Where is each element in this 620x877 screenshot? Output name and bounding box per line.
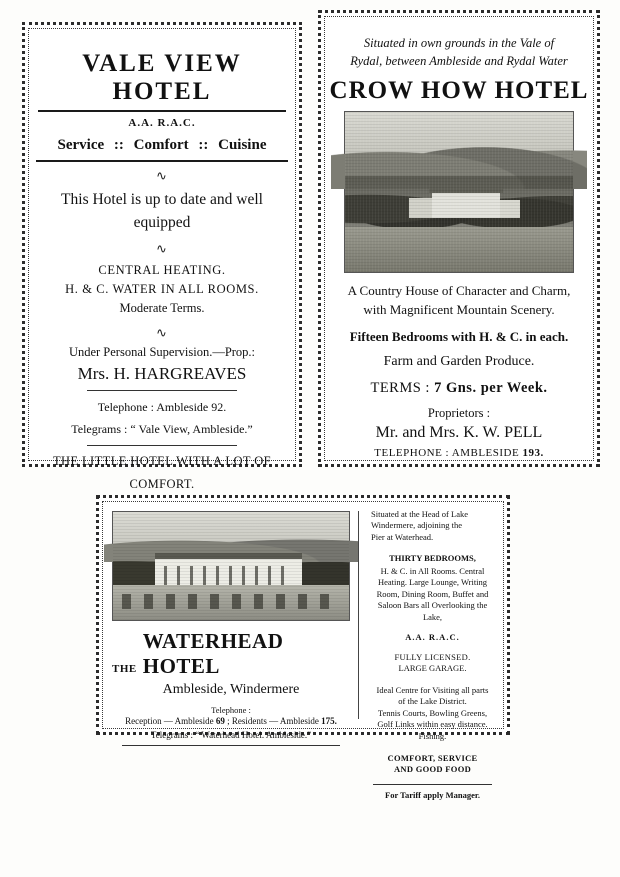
waterhead-rooms-body	[369, 566, 496, 623]
waterhead-comfort-line-2: AND GOOD FOOD	[393, 764, 472, 775]
crow-how-caption-line-2: with Magnificent Mountain Scenery.	[363, 302, 555, 318]
terms-value: 7 Gns. per Week.	[434, 379, 548, 396]
reception-label: Reception — Ambleside	[125, 716, 214, 726]
crow-how-title: CROW HOW HOTEL	[329, 77, 589, 105]
waterhead-left-column	[106, 505, 356, 740]
waterhead-title-line	[112, 629, 350, 679]
vale-view-title: VALE VIEW HOTEL	[38, 50, 286, 112]
waterhead-tariff: For Tariff apply Manager.	[385, 789, 480, 800]
ad-crow-how-hotel	[318, 10, 600, 467]
waterhead-subtitle: Ambleside, Windermere	[162, 682, 300, 697]
waterhead-garage: LARGE GARAGE.	[398, 663, 467, 674]
situated-line-2: Windermere, adjoining the	[371, 520, 463, 531]
ad-vale-view-hotel	[22, 22, 302, 492]
crow-how-caption-line-1: A Country House of Character and Charm,	[347, 283, 571, 299]
waterhead-ideal-centre	[369, 685, 496, 742]
cuisine-word: Cuisine	[218, 137, 267, 153]
vale-view-telegrams: Telegrams : “ Vale View, Ambleside.”	[71, 422, 253, 437]
vale-view-footer-line-1: THE LITTLE HOTEL WITH A LOT OF	[53, 454, 271, 469]
crow-how-situated-line-1: Situated in own grounds in the Vale of	[363, 36, 555, 50]
waterhead-right-column	[363, 505, 500, 800]
waterhead-bottom-rule	[122, 745, 340, 746]
vale-view-telephone: Telephone : Ambleside 92.	[97, 399, 227, 414]
comfort-word: Comfort	[133, 137, 189, 153]
service-word: Service	[57, 137, 105, 153]
vale-view-footer-line-2: COMFORT.	[129, 477, 195, 492]
telephone-label: TELEPHONE : AMBLESIDE	[374, 446, 520, 459]
waterhead-title: WATERHEAD HOTEL	[142, 629, 284, 678]
waterhead-telegrams: Telegrams : “ Waterhead Hotel. Ambleside.”	[150, 729, 312, 740]
feature-hot-cold-water: H. & C. WATER IN ALL ROOMS.	[65, 281, 259, 296]
telephone-number: 193.	[522, 446, 544, 459]
ideal-line-3: Tennis Courts, Bowling Greens,	[377, 707, 488, 718]
rule-divider-2	[87, 445, 238, 446]
ad-waterhead-hotel	[96, 495, 510, 800]
waterhead-licensed: FULLY LICENSED.	[394, 651, 471, 662]
waterhead-right-rule	[373, 784, 492, 785]
waterhead-situated	[369, 509, 496, 543]
waterhead-hotel-photo	[112, 511, 350, 621]
feature-moderate-terms: Moderate Terms.	[119, 301, 205, 316]
ornament-divider-1: ∿	[156, 168, 168, 183]
crow-how-produce: Farm and Garden Produce.	[383, 353, 535, 369]
crow-how-bedrooms: Fifteen Bedrooms with H. & C. in each.	[349, 328, 569, 344]
separator-1: ::	[113, 137, 124, 153]
ideal-line-4: Golf Links within easy distance.	[377, 719, 488, 730]
waterhead-telephone-header: Telephone :	[211, 705, 251, 715]
ornament-divider-3: ∿	[156, 324, 168, 340]
situated-line-3: Pier at Waterhead.	[371, 531, 434, 542]
terms-label: TERMS :	[370, 379, 430, 396]
ideal-line-2: of the Lake District.	[398, 696, 467, 707]
crow-how-situated-line-2: Rydal, between Ambleside and Rydal Water	[350, 54, 568, 69]
rooms-line-4: Saloon Bars all Overlooking the	[377, 600, 488, 611]
crow-how-telephone	[328, 447, 590, 459]
crow-how-proprietors-label: Proprietors :	[427, 405, 491, 420]
rooms-line-5: Lake,	[422, 611, 443, 622]
vale-view-supervision: Under Personal Supervision.—Prop.:	[68, 344, 256, 359]
vale-view-service-line	[36, 137, 288, 162]
reception-number: 69	[215, 716, 225, 726]
ideal-line-1: Ideal Centre for Visiting all parts	[376, 684, 489, 695]
rooms-line-3: Room, Dining Room, Buffet and	[376, 588, 489, 599]
crow-how-terms	[328, 380, 590, 397]
rooms-line-2: Heating. Large Lounge, Writing	[377, 577, 488, 588]
vale-view-features	[32, 261, 292, 319]
ideal-line-5: Fishing.	[418, 730, 447, 741]
vale-view-lead-text: This Hotel is up to date and well equipped	[61, 191, 263, 232]
crow-how-proprietors: Mr. and Mrs. K. W. PELL	[375, 423, 543, 441]
ornament-divider-2: ∿	[156, 240, 168, 256]
waterhead-comfort-line-1: COMFORT, SERVICE	[387, 752, 478, 763]
rule-divider-1	[87, 390, 238, 391]
waterhead-affiliations: A.A. R.A.C.	[405, 632, 460, 643]
separator-2: ::	[198, 137, 209, 153]
waterhead-the-word: THE	[112, 663, 137, 675]
waterhead-telephone-line	[112, 715, 350, 729]
waterhead-rooms-heading: THIRTY BEDROOMS,	[389, 553, 476, 564]
vale-view-affiliations: A.A. R.A.C.	[128, 117, 196, 129]
feature-central-heating: CENTRAL HEATING.	[98, 262, 226, 277]
crow-how-hotel-photo	[344, 111, 574, 273]
situated-line-1: Situated at the Head of Lake	[371, 509, 469, 519]
residents-number: 175.	[321, 716, 337, 726]
rooms-line-1: H. & C. in All Rooms. Central	[380, 565, 485, 576]
residents-label: ; Residents — Ambleside	[227, 716, 319, 726]
vale-view-proprietor: Mrs. H. HARGREAVES	[77, 363, 247, 383]
